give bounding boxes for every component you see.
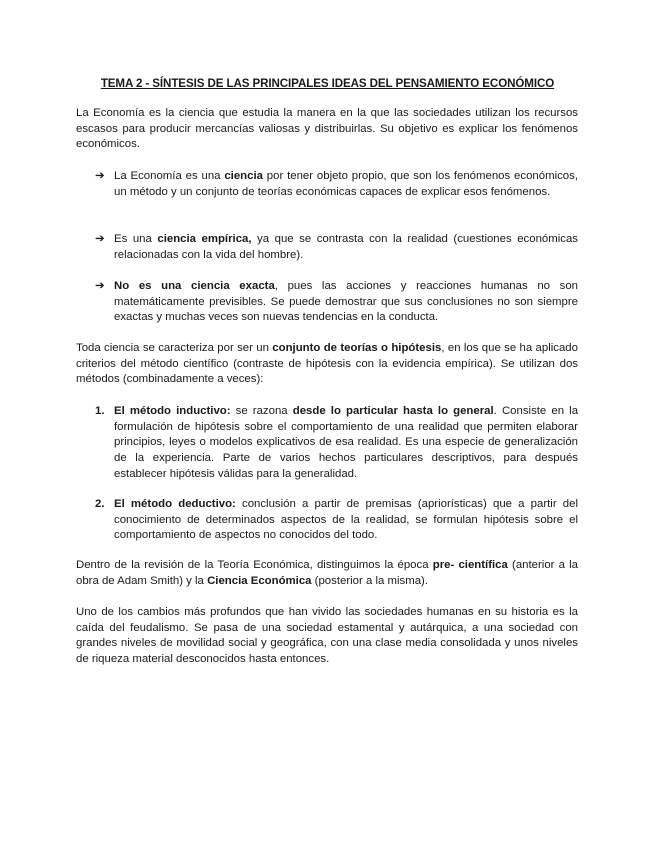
- bullet-item: [95, 232, 578, 263]
- numbered-item-text: El método inductivo: se razona desde lo particular hasta lo general. Consiste en la formulación de hipótesis sobre el comportamiento de una realidad que permiten elaborar principios, leyes o modelos explicativos de esa realidad. Es una especie de generalización de la experiencia. Parte de varios hechos particulares descriptivos, para después establecer hipótesis válidas para la generalidad.: [114, 405, 579, 480]
- intro-paragraph: La Economía es la ciencia que estudia la manera en la que las sociedades utilizan los recursos escasos para producir mercancías valiosas y distribuirlas. Su objetivo es explicar los fenómenos económicos.: [76, 107, 578, 151]
- arrow-bullet-icon: ➔: [95, 280, 105, 292]
- feudalism-paragraph: Uno de los cambios más profundos que han vivido las sociedades humanas en su historia es la caída del feudalismo. Se pasa de una sociedad estamental y autárquica, a una sociedad con grandes niveles de movilidad social y geográfica, con una clase media consolidada y unos niveles de riqueza material desconocidos hasta entonces.: [76, 606, 578, 666]
- list-number: 1.: [95, 405, 105, 417]
- theory-paragraph: Dentro de la revisión de la Teoría Económica, distinguimos la época pre- científica (anterior a la obra de Adam Smith) y la Ciencia Económica (posterior a la misma).: [76, 559, 579, 587]
- numbered-item-text: El método deductivo: conclusión a partir de premisas (apriorísticas) que a partir del conocimiento de determinados aspectos de la realidad, se formulan hipótesis sobre el comportamiento de aspectos no conocidos del todo.: [114, 498, 578, 542]
- numbered-item: [95, 404, 578, 483]
- bullet-item: [95, 279, 578, 326]
- document-title: TEMA 2 - SÍNTESIS DE LAS PRINCIPALES IDEAS DEL PENSAMIENTO ECONÓMICO: [100, 77, 555, 90]
- bullet-item: [95, 169, 578, 200]
- arrow-bullet-icon: ➔: [95, 233, 105, 245]
- bullet-text: Es una ciencia empírica, ya que se contrasta con la realidad (cuestiones económicas relacionadas con la vida del hombre).: [114, 233, 578, 261]
- arrow-bullet-icon: ➔: [95, 170, 105, 182]
- bullet-text: La Economía es una ciencia por tener objeto propio, que son los fenómenos económicos, un método y un conjunto de teorías económicas capaces de explicar esos fenómenos.: [114, 170, 578, 198]
- bullet-text: No es una ciencia exacta, pues las acciones y reacciones humanas no son matemáticamente previsibles. Se puede demostrar que sus conclusiones no son siempre exactas y muchas veces son nuevas tendencias en la conducta.: [114, 280, 578, 324]
- methods-intro-paragraph: Toda ciencia se caracteriza por ser un conjunto de teorías o hipótesis, en los que se ha aplicado criterios del método científico (contraste de hipótesis con la evidencia empírica). Se utilizan dos métodos (combinadamente a veces):: [76, 342, 578, 386]
- list-number: 2.: [95, 498, 105, 510]
- numbered-item: [95, 497, 578, 544]
